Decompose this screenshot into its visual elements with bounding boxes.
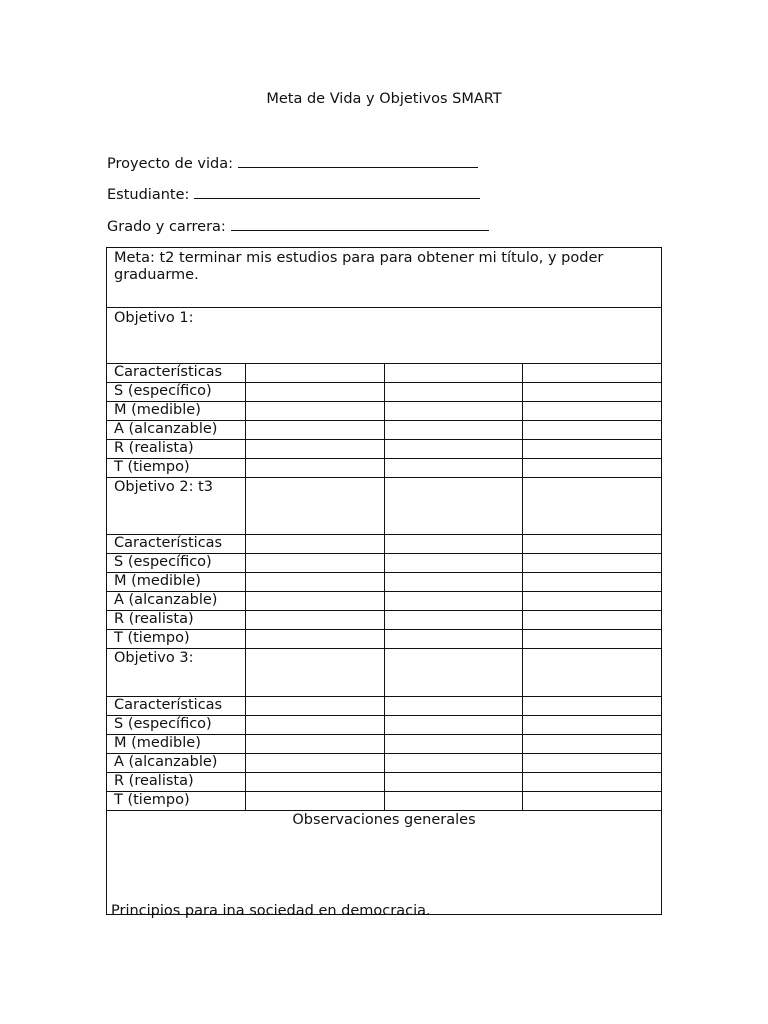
row-label: S (específico) [107, 716, 246, 735]
table-row [107, 421, 662, 440]
cell [246, 573, 385, 592]
cell [523, 421, 662, 440]
table-row [107, 364, 662, 383]
cell [523, 716, 662, 735]
cell [246, 773, 385, 792]
smart-table [106, 247, 662, 915]
row-label: A (alcanzable) [107, 421, 246, 440]
cell [246, 402, 385, 421]
field-label: Grado y carrera: [107, 219, 226, 235]
cell [385, 478, 523, 535]
cell [385, 383, 523, 402]
cell [385, 402, 523, 421]
cell [523, 440, 662, 459]
cell [523, 773, 662, 792]
field-grado-y-carrera [107, 216, 489, 235]
objetivo-2-row [107, 478, 662, 535]
field-estudiante [107, 184, 480, 203]
table-row [107, 573, 662, 592]
row-label: T (tiempo) [107, 630, 246, 649]
objetivo-3-row [107, 649, 662, 697]
field-proyecto-de-vida [107, 153, 478, 172]
row-label: M (medible) [107, 402, 246, 421]
cell [246, 611, 385, 630]
table-row [107, 630, 662, 649]
table-row [107, 716, 662, 735]
cell [385, 592, 523, 611]
row-label: R (realista) [107, 611, 246, 630]
table-row [107, 792, 662, 811]
table-row [107, 383, 662, 402]
cell [523, 478, 662, 535]
document-title: Meta de Vida y Objetivos SMART [266, 91, 502, 107]
footer-text: Principios para ina sociedad en democracia. [111, 903, 431, 919]
cell [246, 535, 385, 554]
objetivo-1-cell: Objetivo 1: [107, 308, 662, 364]
objetivo-3-cell: Objetivo 3: [107, 649, 246, 697]
cell [385, 735, 523, 754]
table-row [107, 735, 662, 754]
row-label: A (alcanzable) [107, 754, 246, 773]
meta-row [107, 248, 662, 308]
cell [385, 459, 523, 478]
row-label: R (realista) [107, 773, 246, 792]
row-label: S (específico) [107, 554, 246, 573]
cell [385, 649, 523, 697]
cell [523, 754, 662, 773]
row-label: M (medible) [107, 573, 246, 592]
field-label: Estudiante: [107, 187, 190, 203]
row-label: Características [107, 535, 246, 554]
table-row [107, 773, 662, 792]
table-row [107, 592, 662, 611]
cell [246, 792, 385, 811]
cell [385, 697, 523, 716]
cell [523, 630, 662, 649]
cell [246, 735, 385, 754]
cell [246, 459, 385, 478]
cell [523, 364, 662, 383]
observaciones-row [107, 811, 662, 915]
table-row [107, 611, 662, 630]
table-row [107, 459, 662, 478]
cell [246, 421, 385, 440]
cell [246, 697, 385, 716]
row-label: A (alcanzable) [107, 592, 246, 611]
cell [385, 792, 523, 811]
table-row [107, 440, 662, 459]
cell [246, 630, 385, 649]
table-row [107, 554, 662, 573]
field-label: Proyecto de vida: [107, 156, 233, 172]
cell [385, 773, 523, 792]
table-row [107, 535, 662, 554]
row-label: T (tiempo) [107, 792, 246, 811]
cell [246, 383, 385, 402]
cell [523, 697, 662, 716]
objetivo-1-row [107, 308, 662, 364]
cell [246, 554, 385, 573]
cell [523, 649, 662, 697]
cell [246, 364, 385, 383]
table-row [107, 697, 662, 716]
blank-line [231, 216, 489, 231]
cell [385, 364, 523, 383]
cell [523, 459, 662, 478]
cell [523, 535, 662, 554]
meta-cell: Meta: t2 terminar mis estudios para para obtener mi título, y poder graduarme. [107, 248, 662, 308]
cell [246, 754, 385, 773]
cell [523, 383, 662, 402]
cell [523, 611, 662, 630]
blank-line [194, 184, 480, 199]
row-label: S (específico) [107, 383, 246, 402]
table-row [107, 754, 662, 773]
cell [385, 421, 523, 440]
blank-line [238, 153, 478, 168]
cell [246, 649, 385, 697]
cell [523, 592, 662, 611]
cell [246, 478, 385, 535]
cell [385, 716, 523, 735]
cell [523, 792, 662, 811]
cell [523, 402, 662, 421]
cell [385, 611, 523, 630]
row-label: Características [107, 364, 246, 383]
cell [385, 554, 523, 573]
observaciones-cell: Observaciones generales [107, 811, 662, 915]
cell [523, 573, 662, 592]
cell [385, 754, 523, 773]
row-label: R (realista) [107, 440, 246, 459]
cell [246, 716, 385, 735]
row-label: Características [107, 697, 246, 716]
objetivo-2-cell: Objetivo 2: t3 [107, 478, 246, 535]
row-label: T (tiempo) [107, 459, 246, 478]
cell [385, 630, 523, 649]
cell [246, 440, 385, 459]
cell [385, 440, 523, 459]
table-row [107, 402, 662, 421]
cell [385, 535, 523, 554]
cell [523, 735, 662, 754]
cell [246, 592, 385, 611]
row-label: M (medible) [107, 735, 246, 754]
cell [385, 573, 523, 592]
cell [523, 554, 662, 573]
